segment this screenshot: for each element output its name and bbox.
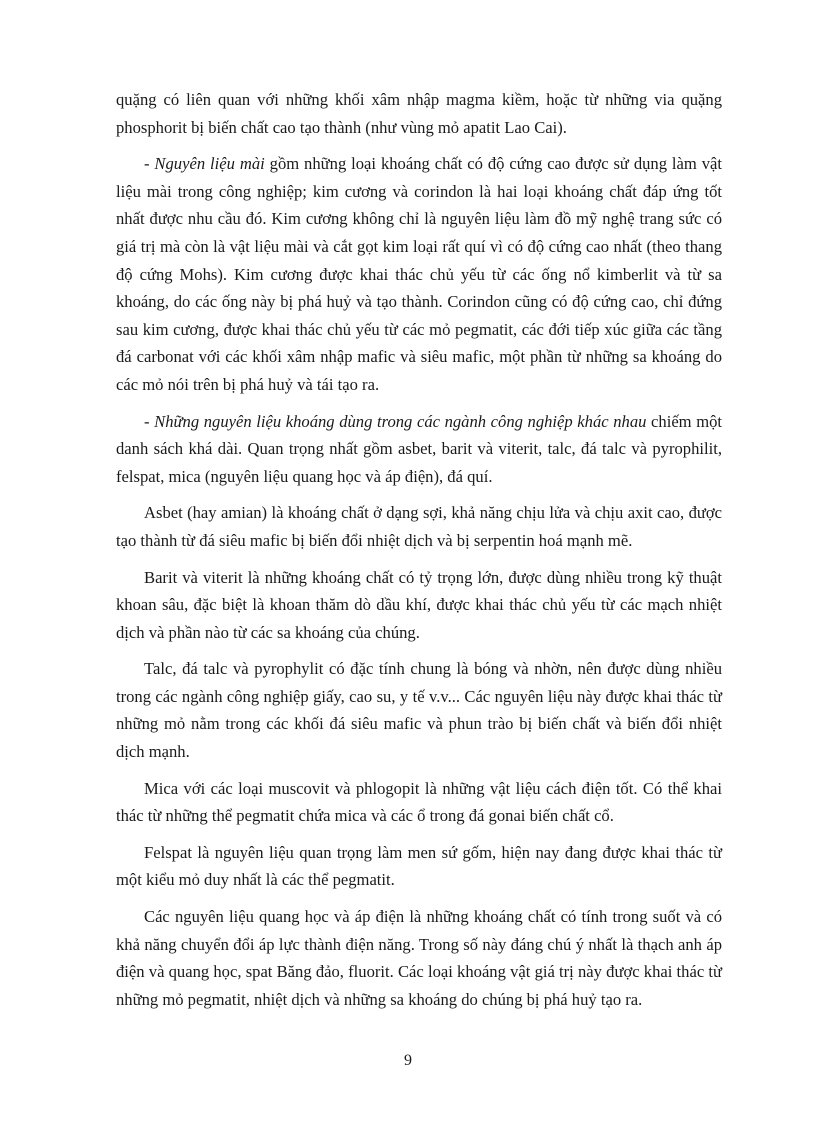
paragraph-mica: [116, 775, 722, 830]
paragraph-text: Các nguyên liệu quang học và áp điện là những khoáng chất có tính trong suốt và có khả năng chuyển đổi áp lực thành điện năng. Trong số này đáng chú ý nhất là thạch anh áp điện và quang học, spat Băng đảo, fluorit. Các loại khoáng vật giá trị này được khai thác từ những mỏ pegmatit, nhiệt dịch và những sa khoáng do chúng bị phá huỷ tạo ra.: [116, 907, 722, 1009]
paragraph-text: Felspat là nguyên liệu quan trọng làm men sứ gốm, hiện nay đang được khai thác từ một kiểu mỏ duy nhất là các thể pegmatit.: [116, 842, 722, 890]
paragraph-talc: [116, 655, 722, 765]
paragraph-text: Talc, đá talc và pyrophylit có đặc tính chung là bóng và nhờn, nên được dùng nhiều trong các ngành công nghiệp giấy, cao su, y tế v.v... Các nguyên liệu này được khai thác từ những mỏ nằm trong các khối đá siêu mafic và phun trào bị biến chất và biến đổi nhiệt dịch mạnh.: [116, 659, 722, 762]
paragraph-text: Asbet (hay amian) là khoáng chất ở dạng sợi, khả năng chịu lửa và chịu axit cao, được tạo thành từ đá siêu mafic bị biến đổi nhiệt dịch và bị serpentin hoá mạnh mẽ.: [116, 503, 722, 550]
paragraph-optical-materials: [116, 903, 722, 1013]
paragraph-text: Mica với các loại muscovit và phlogopit là những vật liệu cách điện tốt. Có thể khai thác từ những thể pegmatit chứa mica và các ổ trong đá gonai biến chất cổ.: [116, 778, 722, 826]
paragraph-abrasive-materials: [116, 150, 722, 398]
paragraph-lead-italic: - Những nguyên liệu khoáng dùng trong các ngành công nghiệp khác nhau: [144, 411, 647, 431]
paragraph-continued: [116, 86, 722, 141]
page-number: 9: [404, 1052, 412, 1069]
paragraph-text: gồm những loại khoáng chất có độ cứng cao được sử dụng làm vật liệu mài trong công nghiệp; kim cương và corindon là hai loại khoáng chất đáp ứng tốt nhất được nhu cầu đó. Kim cương không chỉ là nguyên liệu làm đồ mỹ nghệ trang sức có giá trị mà còn là vật liệu mài và cắt gọt kim loại rất quí vì có độ cứng cao nhất (theo thang độ cứng Mohs). Kim cương được khai thác chủ yếu từ các ống nổ kimberlit và từ sa khoáng, do các ống này bị phá huỷ và tạo thành. Corindon cũng có độ cứng cao, chỉ đứng sau kim cương, được khai thác chủ yếu từ các mỏ pegmatit, các đới tiếp xúc giữa các tầng đá carbonat với các khối xâm nhập mafic và siêu mafic, một phần từ những sa khoáng do các mỏ nói trên bị phá huỷ và tái tạo ra.: [116, 154, 723, 394]
paragraph-barite: [116, 564, 722, 647]
paragraph-text: chiếm một danh sách khá dài. Quan trọng nhất gồm asbet, barit và viterit, talc, đá talc và pyrophilit, felspat, mica (nguyên liệu quang học và áp điện), đá quí.: [116, 411, 723, 486]
paragraph-lead-italic: - Nguyên liệu mài: [144, 154, 265, 174]
paragraph-asbestos: [116, 499, 722, 554]
page-body: [116, 86, 722, 1022]
paragraph-text: quặng có liên quan với những khối xâm nhập magma kiềm, hoặc từ những via quặng phosphorit bị biến chất cao tạo thành (như vùng mỏ apatit Lao Cai).: [116, 90, 722, 137]
paragraph-text: Barit và viterit là những khoáng chất có tỷ trọng lớn, được dùng nhiều trong kỹ thuật khoan sâu, đặc biệt là khoan thăm dò dầu khí, được khai thác chủ yếu từ các mạch nhiệt dịch và phần nào từ các sa khoáng của chúng.: [116, 567, 722, 642]
paragraph-feldspar: [116, 839, 722, 894]
paragraph-industrial-minerals: [116, 408, 722, 491]
